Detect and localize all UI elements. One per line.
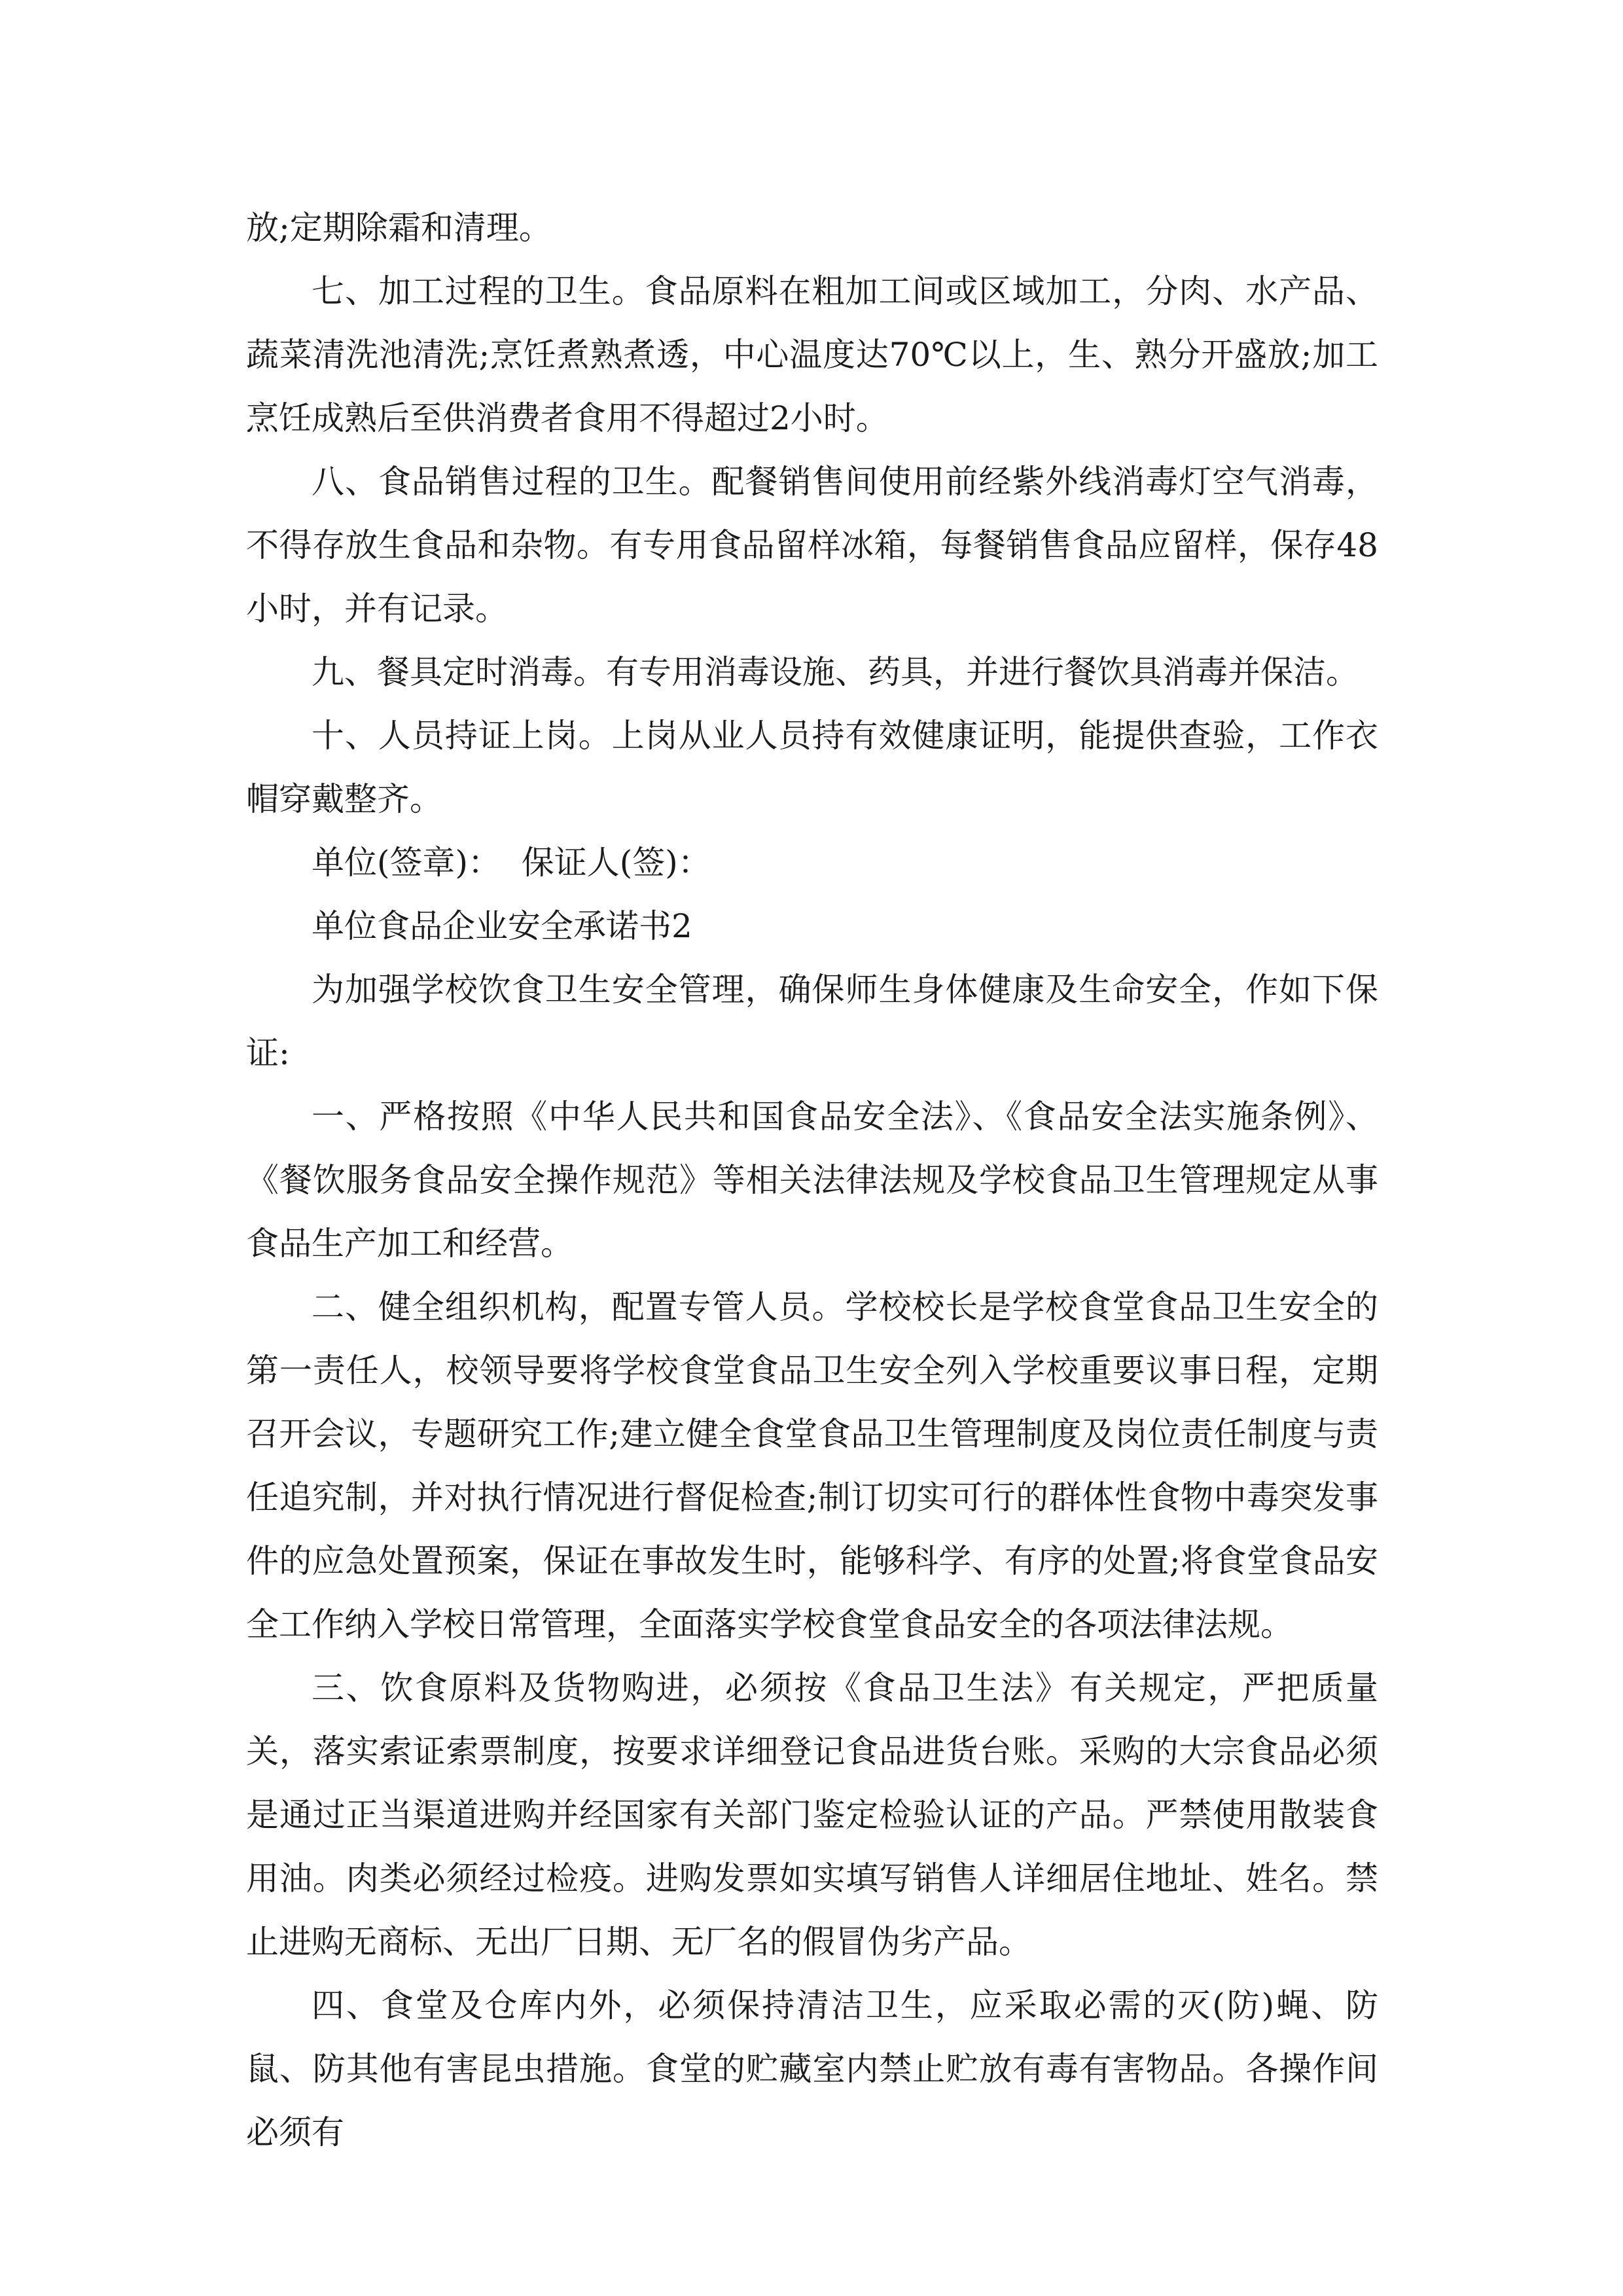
document-body bbox=[246, 196, 1378, 2164]
signature-line: 单位(签章)： 保证人(签)： bbox=[312, 844, 711, 882]
paragraph: 八、食品销售过程的卫生。配餐销售间使用前经紫外线消毒灯空气消毒，不得存放生食品和杂物。有专用食品留样冰箱，每餐销售食品应留样，保存48小时，并有记录。 bbox=[246, 463, 1378, 628]
paragraph: 十、人员持证上岗。上岗从业人员持有效健康证明，能提供查验，工作衣帽穿戴整齐。 bbox=[246, 717, 1378, 818]
section-title: 单位食品企业安全承诺书2 bbox=[312, 907, 692, 945]
paragraph: 放;定期除霜和清理。 bbox=[246, 209, 552, 247]
paragraph: 一、严格按照《中华人民共和国食品安全法》、《食品安全法实施条例》、《餐饮服务食品安全操作规范》等相关法律法规及学校食品卫生管理规定从事食品生产加工和经营。 bbox=[246, 1098, 1378, 1263]
paragraph: 七、加工过程的卫生。食品原料在粗加工间或区域加工，分肉、水产品、蔬菜清洗池清洗;烹饪煮熟煮透，中心温度达70℃以上，生、熟分开盛放;加工烹饪成熟后至供消费者食用不得超过2小时。 bbox=[246, 272, 1378, 437]
paragraph: 九、餐具定时消毒。有专用消毒设施、药具，并进行餐饮具消毒并保洁。 bbox=[312, 653, 1359, 691]
paragraph: 四、食堂及仓库内外，必须保持清洁卫生，应采取必需的灭(防)蝇、防鼠、防其他有害昆虫措施。食堂的贮藏室内禁止贮放有毒有害物品。各操作间必须有 bbox=[246, 1986, 1378, 2151]
paragraph: 三、饮食原料及货物购进，必须按《食品卫生法》有关规定，严把质量关，落实索证索票制度，按要求详细登记食品进货台账。采购的大宗食品必须是通过正当渠道进购并经国家有关部门鉴定检验认证的产品。严禁使用散装食用油。肉类必须经过检疫。进购发票如实填写销售人详细居住地址、姓名。禁止进购无商标、无出厂日期、无厂名的假冒伪劣产品。 bbox=[246, 1669, 1378, 1961]
paragraph: 为加强学校饮食卫生安全管理，确保师生身体健康及生命安全，作如下保证: bbox=[246, 971, 1378, 1072]
paragraph: 二、健全组织机构，配置专管人员。学校校长是学校食堂食品卫生安全的第一责任人，校领导要将学校食堂食品卫生安全列入学校重要议事日程，定期召开会议，专题研究工作;建立健全食堂食品卫生管理制度及岗位责任制度与责任追究制，并对执行情况进行督促检查;制订切实可行的群体性食物中毒突发事件的应急处置预案，保证在事故发生时，能够科学、有序的处置;将食堂食品安全工作纳入学校日常管理，全面落实学校食堂食品安全的各项法律法规。 bbox=[246, 1288, 1378, 1643]
